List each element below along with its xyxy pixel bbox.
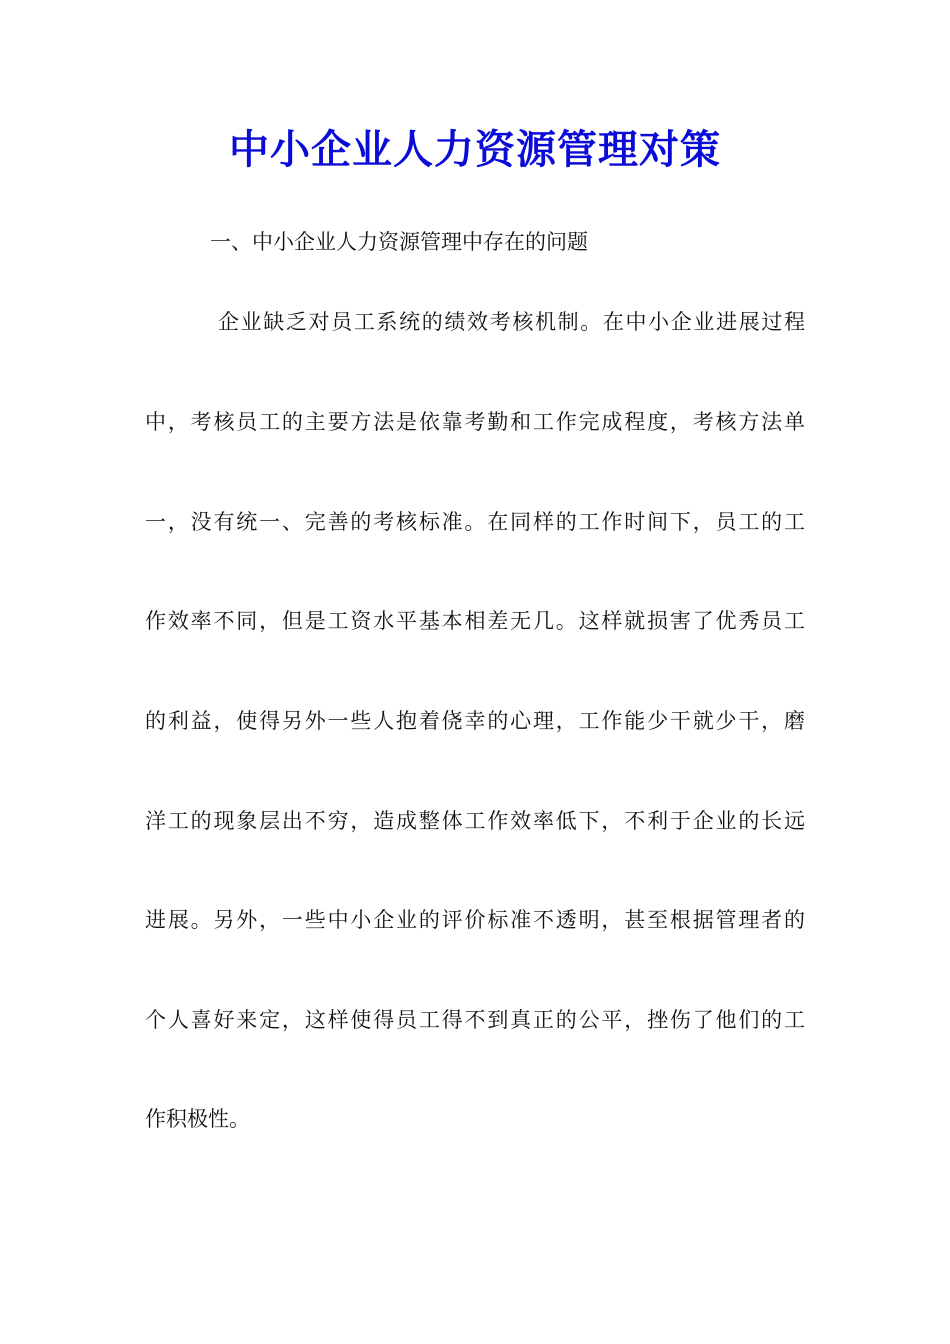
paragraph-line-3: 一，没有统一、完善的考核标准。在同样的工作时间下，员工的工 (145, 510, 805, 534)
paragraph-line-8: 个人喜好来定，这样使得员工得不到真正的公平，挫伤了他们的工 (145, 1008, 805, 1032)
paragraph-line-2: 中，考核员工的主要方法是依靠考勤和工作完成程度，考核方法单 (145, 410, 805, 434)
paragraph-line-6: 洋工的现象层出不穷，造成整体工作效率低下，不利于企业的长远 (145, 809, 805, 833)
paragraph-line-9: 作积极性。 (145, 1107, 250, 1131)
section-heading: 一、中小企业人力资源管理中存在的问题 (210, 230, 588, 254)
document-title: 中小企业人力资源管理对策 (229, 126, 721, 173)
paragraph-line-4: 作效率不同，但是工资水平基本相差无几。这样就损害了优秀员工 (145, 609, 805, 633)
paragraph-line-5: 的利益，使得另外一些人抱着侥幸的心理，工作能少干就少干，磨 (145, 709, 805, 733)
paragraph-line-1: 企业缺乏对员工系统的绩效考核机制。在中小企业进展过程 (218, 310, 805, 334)
paragraph-line-7: 进展。另外，一些中小企业的评价标准不透明，甚至根据管理者的 (145, 908, 805, 932)
